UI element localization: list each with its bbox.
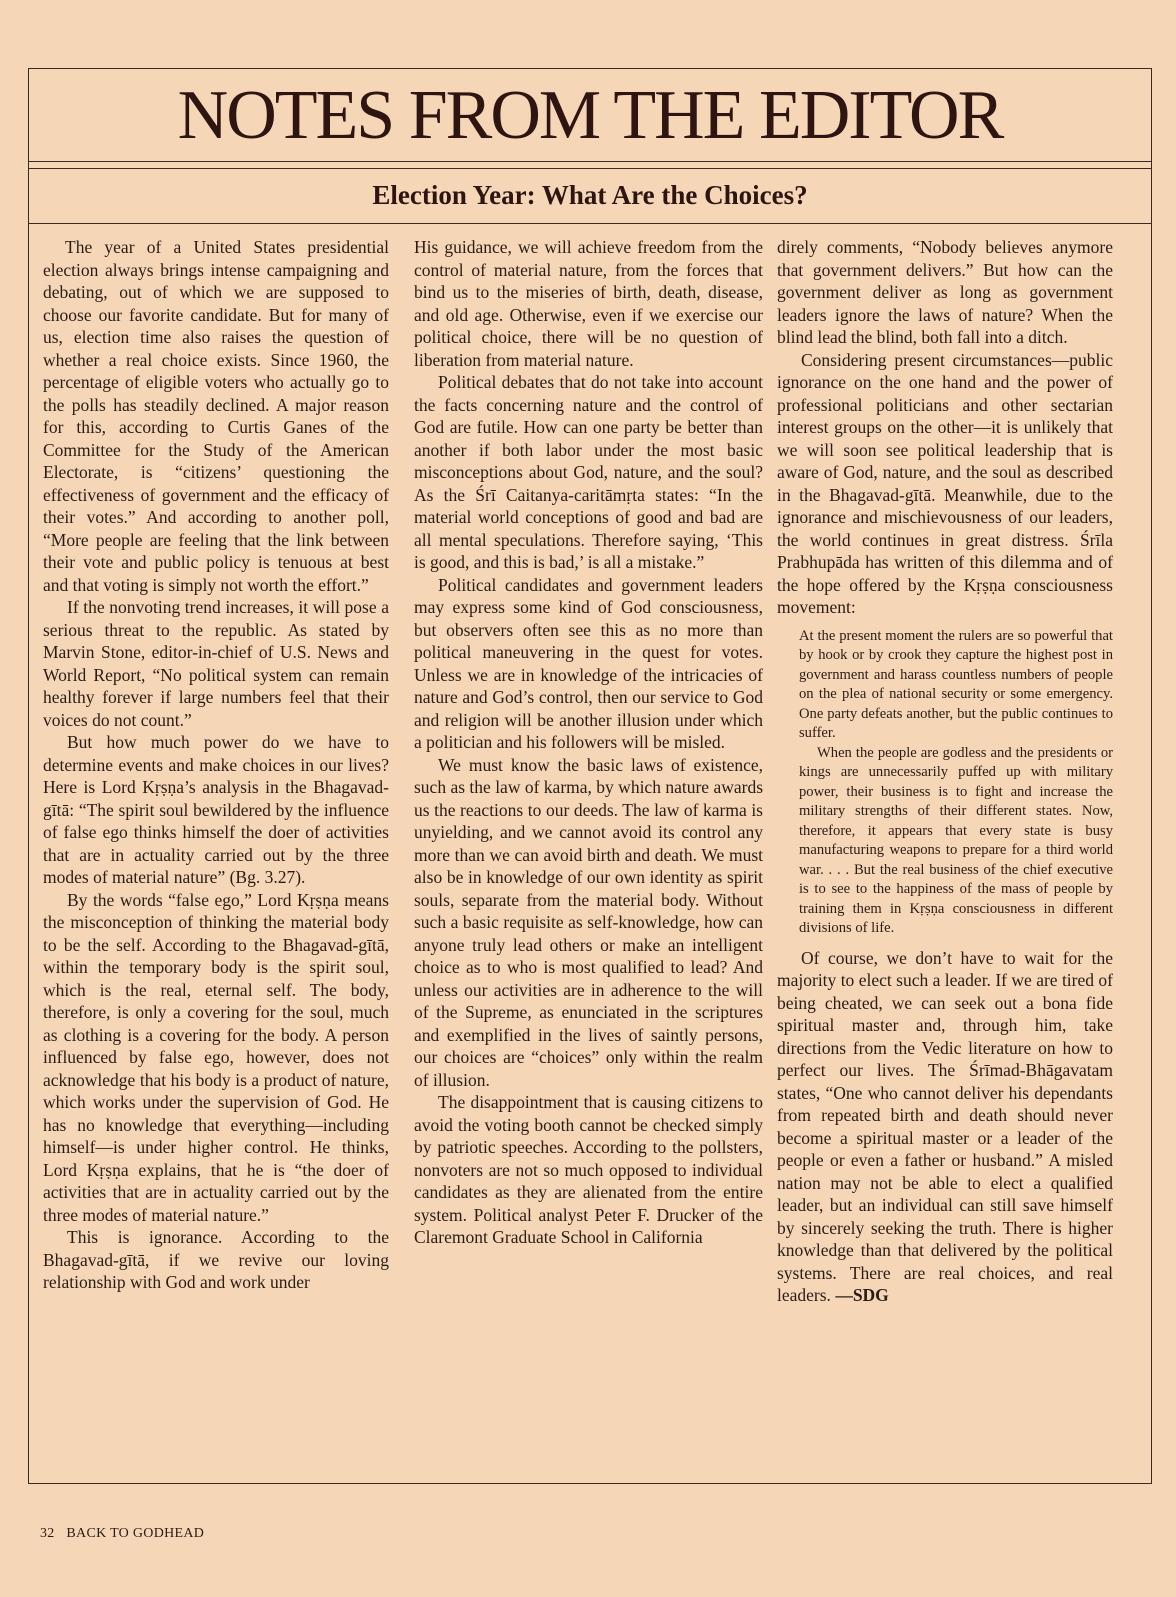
masthead bbox=[29, 69, 1151, 162]
paragraph: Considering present circumstances—public ignorance on the one hand and the power of professional politicians and other sectarian interest groups on the other—it is unlikely that we will soon see political leadership that is aware of God, nature, and the soul as described in the Bhagavad-gītā. Meanwhile, due to the ignorance and mischievousness of our leaders, the world continues in great distress. Śrīla Prabhupāda has written of this dilemma and of the hope offered by the Kṛṣṇa consciousness movement: bbox=[777, 349, 1113, 617]
paragraph: Political debates that do not take into account the facts concerning nature and the control of God are futile. How can one party be better than another if both labor under the most basic misconceptions about God, nature, and the soul? As the Śrī Caitanya-caritāmṛta states: “In the material world conceptions of good and bad are all mental speculations. Therefore saying, ‘This is good, and this is bad,’ is all a mistake.” bbox=[414, 372, 763, 572]
article-frame bbox=[28, 68, 1152, 1484]
column-1 bbox=[43, 236, 389, 1478]
paragraph: But how much power do we have to determine events and make choices in our lives? Here is Lord Kṛṣṇa’s analysis in the Bhagavad-gītā: “The spirit soul bewildered by the influence of false ego thinks himself the doer of activities that are in actuality carried out by the three modes of material nature” (Bg. 3.27). bbox=[43, 732, 389, 887]
paragraph: The year of a United States presidential election always brings intense campaigning and debating, out of which we are supposed to choose our favorite candidate. But for many of us, election time also raises the question of whether a real choice exists. Since 1960, the percentage of eligible voters who actually go to the polls has steadily declined. A major reason for this, according to Curtis Ganes of the Committee for the Study of the American Electorate, is “citizens’ questioning the effectiveness of government and the efficacy of their votes.” And according to another poll, “More people are feeling that the link between their vote and public policy is tenuous at best and that voting is simply not worth the effort.” bbox=[43, 237, 389, 595]
column-3 bbox=[777, 236, 1113, 1478]
quote-paragraph: At the present moment the rulers are so powerful that by hook or by crook they capture the highest post in government and harass countless numbers of people on the plea of national security or some emergency. One party defeats another, but the public continues to suffer. bbox=[799, 627, 1113, 741]
paragraph: This is ignorance. According to the Bhagavad-gītā, if we revive our loving relationship with God and work under bbox=[43, 1227, 389, 1292]
paragraph: If the nonvoting trend increases, it will pose a serious threat to the republic. As stated by Marvin Stone, editor-in-chief of U.S. News and World Report, “No political system can remain healthy forever if large numbers feel that their voices do not count.” bbox=[43, 597, 389, 730]
block-quote bbox=[799, 627, 1113, 939]
publication-name: BACK TO GODHEAD bbox=[66, 1526, 205, 1541]
paragraph: We must know the basic laws of existence, such as the law of karma, by which nature awards us the reactions to our deeds. The law of karma is unyielding, and we cannot avoid its control any more than we can avoid birth and death. We must also be in knowledge of our own identity as spirit souls, separate from the material body. Without such a basic requisite as self-knowledge, how can anyone truly lead others or make an intelligent choice as to who is most qualified to lead? And unless our activities are in adherence to the will of the Supreme, as enunciated in the scriptures and exemplified in the lives of saintly persons, our choices are “choices” only within the realm of illusion. bbox=[414, 754, 763, 1090]
paragraph: Political candidates and government leaders may express some kind of God consciousness, but observers often see this as no more than political maneuvering in the quest for votes. Unless we are in knowledge of the intricacies of nature and God’s control, then our service to God and religion will be another illusion under which a politician and his followers will be misled. bbox=[414, 574, 763, 752]
closing-text: Of course, we don’t have to wait for the majority to elect such a leader. If we are tired of being cheated, we can seek out a bona fide spiritual master and, through him, take directions from the Vedic literature on how to perfect our lives. The Śrīmad-Bhāgavatam states, “One who cannot deliver his dependants from repeated birth and death should never become a spiritual master or a leader of the people or even a father or husband.” A misled nation may not be able to elect a qualified leader, but an individual can still save himself by sincerely seeking the truth. There is higher knowledge than that delivered by the political systems. There are real choices, and real leaders. bbox=[777, 947, 1113, 1305]
closing-paragraph bbox=[777, 947, 1113, 1307]
page-title: NOTES FROM THE EDITOR bbox=[177, 77, 1003, 154]
page-number: 32 bbox=[40, 1526, 55, 1541]
paragraph: His guidance, we will achieve freedom from the control of material nature, from the forces that bind us to the miseries of birth, death, disease, and old age. Otherwise, even if we exercise our political choice, there will be no question of liberation from material nature. bbox=[414, 237, 763, 370]
subhead bbox=[29, 168, 1151, 224]
column-2 bbox=[414, 236, 763, 1478]
page-footer bbox=[40, 1526, 204, 1542]
paragraph: The disappointment that is causing citizens to avoid the voting booth cannot be checked simply by patriotic speeches. According to the pollsters, nonvoters are not so much opposed to individual candidates as they are alienated from the entire system. Political analyst Peter F. Drucker of the Claremont Graduate School in California bbox=[414, 1092, 763, 1247]
quote-paragraph: When the people are godless and the presidents or kings are unnecessarily puffed up with military power, their business is to fight and increase the military strengths of their different states. Now, therefore, it appears that every state is busy manufacturing weapons to prepare for a third world war. . . . But the real business of the chief executive is to see to the happiness of the mass of people by training them in Kṛṣṇa consciousness in different divisions of life. bbox=[799, 744, 1113, 936]
paragraph: By the words “false ego,” Lord Kṛṣṇa means the misconception of thinking the material body to be the self. According to the Bhagavad-gītā, within the temporary body is the spirit soul, which is the real, eternal self. The body, therefore, is only a covering for the soul, much as clothing is a covering for the body. A person influenced by false ego, however, does not acknowledge that his body is a product of nature, which works under the supervision of God. He has no knowledge that everything—including himself—is under higher control. He thinks, Lord Kṛṣṇa explains, that he is “the doer of activities that are in actuality carried out by the three modes of material nature.” bbox=[43, 889, 389, 1225]
author-signature: —SDG bbox=[835, 1285, 889, 1305]
paragraph: direly comments, “Nobody believes anymore that government delivers.” But how can the government deliver as long as government leaders ignore the laws of nature? When the blind lead the blind, both fall into a ditch. bbox=[777, 237, 1113, 347]
article-headline: Election Year: What Are the Choices? bbox=[372, 180, 808, 210]
